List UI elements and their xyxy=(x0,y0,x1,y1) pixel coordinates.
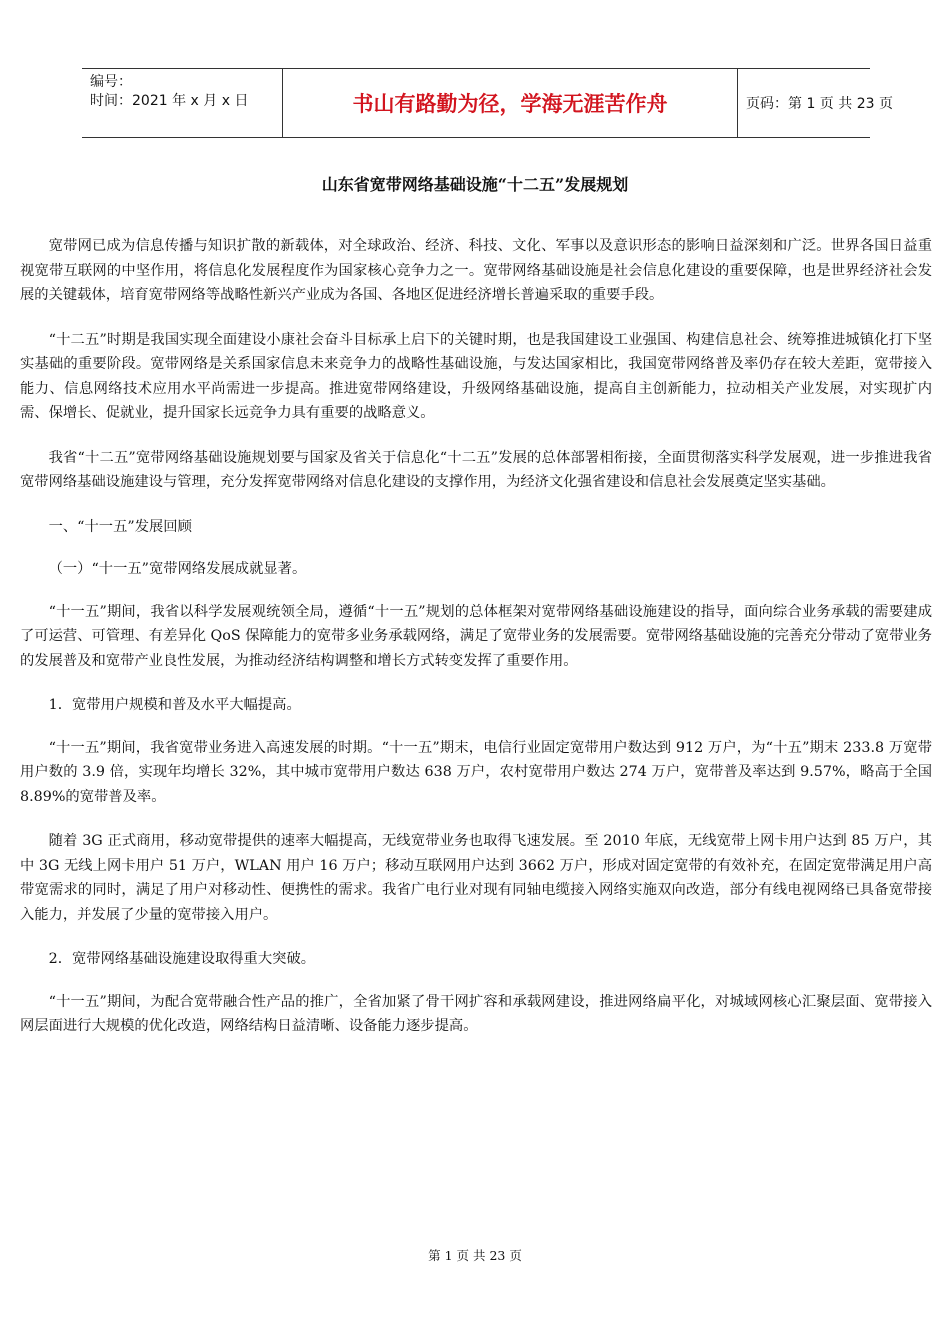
paragraph: “十一五”期间，为配合宽带融合性产品的推广，全省加紧了骨干网扩容和承载网建设，推进网络扁平化，对城域网核心汇聚层面、宽带接入网层面进行大规模的优化改造，网络结构日益清晰、设备能力逐步提高。 xyxy=(20,993,932,1034)
paragraph: “十一五”期间，我省宽带业务进入高速发展的时期。“十一五”期末，电信行业固定宽带用户数达到 912 万户，为“十五”期末 233.8 万宽带用户数的 3.9 倍，实现年均增长 32%，其中城市宽带用户数达 638 万户，农村宽带用户数达 274 万户，宽带普及率达到 9.57%，略高于全国 8.89%的宽带普及率。 xyxy=(20,739,932,805)
paragraph: 我省“十二五”宽带网络基础设施规划要与国家及省关于信息化“十二五”发展的总体部署相衔接，全面贯彻落实科学发展观，进一步推进我省宽带网络基础设施建设与管理，充分发挥宽带网络对信息化建设的支撑作用，为经济文化强省建设和信息社会发展奠定坚实基础。 xyxy=(20,449,932,490)
page-footer: 第 1 页 共 23 页 xyxy=(428,1248,522,1263)
paragraph: 宽带网已成为信息传播与知识扩散的新载体，对全球政治、经济、科技、文化、军事以及意识形态的影响日益深刻和广泛。世界各国日益重视宽带互联网的中坚作用，将信息化发展程度作为国家核心竞争力之一。宽带网络基础设施是社会信息化建设的重要保障，也是世界经济社会发展的关键载体，培育宽带网络等战略性新兴产业成为各国、各地区促进经济增长普遍采取的重要手段。 xyxy=(20,238,932,303)
item-heading: 1．宽带用户规模和普及水平大幅提高。 xyxy=(48,697,301,713)
document-time-label: 时间：2021 年 x 月 x 日 xyxy=(90,93,249,109)
document-title: 山东省宽带网络基础设施“十二五”发展规划 xyxy=(321,175,629,194)
subsection-heading: （一）“十一五”宽带网络发展成就显著。 xyxy=(48,561,307,577)
item-heading: 2．宽带网络基础设施建设取得重大突破。 xyxy=(48,951,316,967)
header-motto: 书山有路勤为径，学海无涯苦作舟 xyxy=(282,69,738,137)
document-header xyxy=(82,68,893,138)
header-page-label: 页码：第 1 页 共 23 页 xyxy=(746,96,893,112)
document-number-label: 编号： xyxy=(90,74,132,90)
section-heading: 一、“十一五”发展回顾 xyxy=(48,518,192,535)
header-meta xyxy=(90,73,280,133)
paragraph: “十一五”期间，我省以科学发展观统领全局，遵循“十一五”规划的总体框架对宽带网络基础设施建设的指导，面向综合业务承载的需要建成了可运营、可管理、有差异化 QoS 保障能力的宽带多业务承载网络，满足了宽带业务的发展需要。宽带网络基础设施的完善充分带动了宽带业务的发展普及和宽带产业良性发展，为推动经济结构调整和增长方式转变发挥了重要作用。 xyxy=(20,603,932,669)
paragraph: “十二五”时期是我国实现全面建设小康社会奋斗目标承上启下的关键时期，也是我国建设工业强国、构建信息社会、统筹推进城镇化打下坚实基础的重要阶段。宽带网络是关系国家信息未来竞争力的战略性基础设施，与发达国家相比，我国宽带网络普及率仍存在较大差距，宽带接入能力、信息网络技术应用水平尚需进一步提高。推进宽带网络建设，升级网络基础设施，提高自主创新能力，拉动相关产业发展，对实现扩内需、保增长、促就业，提升国家长远竞争力具有重要的战略意义。 xyxy=(20,331,932,421)
document-body xyxy=(20,234,932,1059)
paragraph: 随着 3G 正式商用，移动宽带提供的速率大幅提高，无线宽带业务也取得飞速发展。至 2010 年底，无线宽带上网卡用户达到 85 万户，其中 3G 无线上网卡用户 51 万户，WLAN 用户 16 万户；移动互联网用户达到 3662 万户，形成对固定宽带的有效补充，在固定宽带满足用户高带宽需求的同时，满足了用户对移动性、便携性的需求。我省广电行业对现有同轴电缆接入网络实施双向改造，部分有线电视网络已具备宽带接入能力，并发展了少量的宽带接入用户。 xyxy=(20,833,932,923)
